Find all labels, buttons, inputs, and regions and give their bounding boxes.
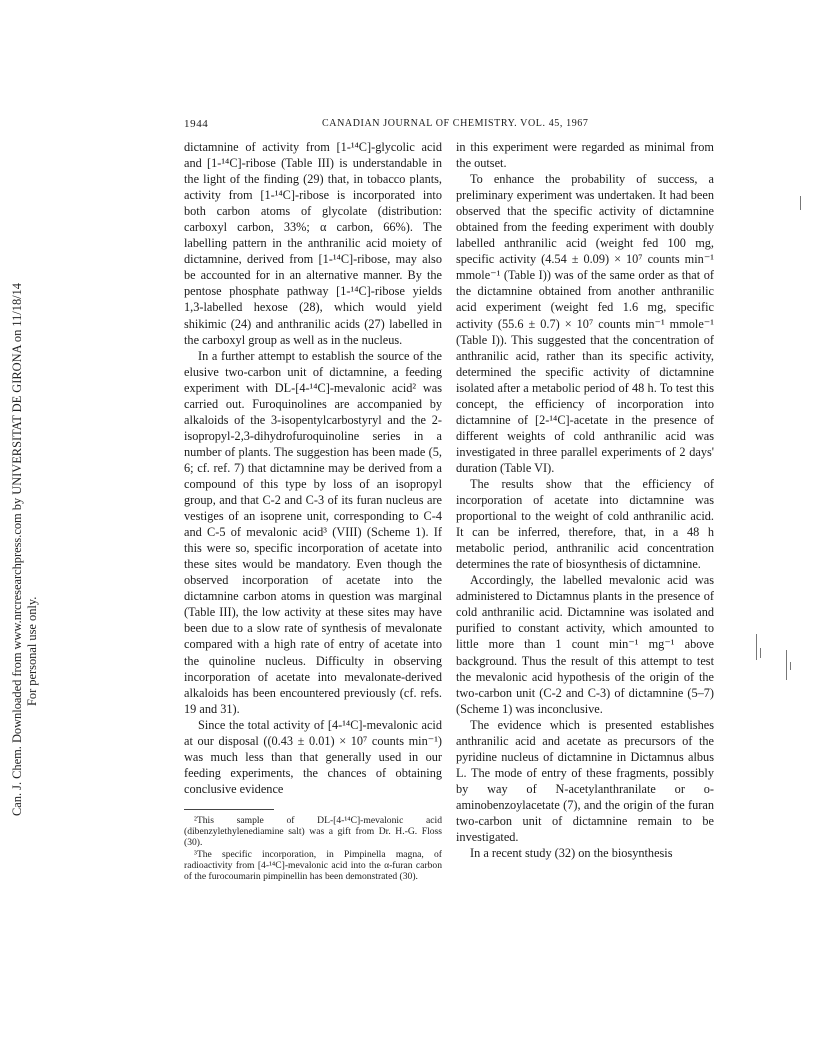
right-column: [456, 139, 714, 861]
running-title: CANADIAN JOURNAL OF CHEMISTRY. VOL. 45, 1967: [322, 118, 589, 129]
paragraph: The results show that the efficiency of incorporation of acetate into dictamnine was proportional to the weight of cold anthranilic acid. It can be inferred, therefore, that, in a 48 h metabolic period, anthranilic acid concentration determines the rate of biosynthesis of dictamnine.: [456, 476, 714, 572]
footnote: ²This sample of DL-[4-¹⁴C]-mevalonic acid (dibenzylethylenediamine salt) was a gift from Dr. H.-G. Floss (30).: [184, 814, 442, 849]
scan-mark: [790, 662, 791, 670]
scan-mark: [760, 648, 761, 658]
page-number: 1944: [184, 118, 209, 130]
scan-mark: [786, 650, 787, 680]
footnote: ³The specific incorporation, in Pimpinella magna, of radioactivity from [4-¹⁴C]-mevalonic acid into the α-furan carbon of the furocoumarin pimpinellin has been demonstrated (30).: [184, 848, 442, 882]
download-watermark: [10, 108, 42, 816]
paragraph: in this experiment were regarded as minimal from the outset.: [456, 140, 714, 171]
paragraph: Accordingly, the labelled mevalonic acid was administered to Dictamnus plants in the presence of cold anthranilic acid. Dictamnine was isolated and purified to constant activity, which amounted to little more than 1 count min⁻¹ mg⁻¹ above background. Thus the result of this attempt to test the mevalonic acid hypothesis of the origin of the two-carbon unit (C-2 and C-3) of dictamnine (5–7) (Scheme 1) was inconclusive.: [456, 573, 714, 716]
paragraph: To enhance the probability of success, a preliminary experiment was undertaken. It had been observed that the specific activity of dictamnine obtained from the feeding experiment with doubly labelled anthranilic acid (weight fed 100 mg, specific activity (4.54 ± 0.09) × 10⁷ counts min⁻¹ mmole⁻¹ (Table I)) was of the same order as that of the dictamnine obtained from another anthranilic acid experiment (weight fed 1.6 mg, specific activity (55.6 ± 0.7) × 10⁷ counts min⁻¹ mmole⁻¹ (Table I)). This suggested that the concentration of anthranilic acid, rather than its specific activity, determined the specific activity of dictamnine isolated after a metabolic period of 48 h. To test this concept, the efficiency of incorporation into dictamnine of [2-¹⁴C]-acetate in the presence of different weights of cold anthranilic acid was investigated in three parallel experiments of 2 days' duration (Table VI).: [456, 172, 714, 475]
scan-mark: [800, 196, 801, 210]
download-notice: Can. J. Chem. Downloaded from www.nrcresearchpress.com by UNIVERSITAT DE GIRONA on 11/18/14: [10, 283, 24, 816]
running-header: [184, 118, 714, 134]
left-column: [184, 139, 442, 882]
footnote-rule: [184, 809, 274, 810]
scan-mark: [756, 634, 757, 660]
paragraph: The evidence which is presented establishes anthranilic acid and acetate as precursors of the pyridine nucleus of dictamnine in Dictamnus albus L. The mode of entry of these fragments, possibly by way of N-acetylanthranilate or o-aminobenzoylacetate (7), and the origin of the furan two-carbon unit of dictamnine remain to be investigated.: [456, 717, 714, 845]
paragraph: Since the total activity of [4-¹⁴C]-mevalonic acid at our disposal ((0.43 ± 0.01) × 10⁷ counts min⁻¹) was much less than that generally used in our feeding experiments, the chances of obtaining conclusive evidence: [184, 717, 442, 796]
paragraph: In a further attempt to establish the source of the elusive two-carbon unit of dictamnine, a feeding experiment with DL-[4-¹⁴C]-mevalonic acid² was carried out. Furoquinolines are accompanied by alkaloids of the 3-isopentylcarbostyryl and the 2-isopropyl-2,3-dihydrofuroquinoline series in a number of plants. The suggestion has been made (5, 6; cf. ref. 7) that dictamnine may be derived from a compound of this type by loss of an isopropyl group, and that C-2 and C-3 of its furan nucleus are vestiges of an isoprene unit, corresponding to C-4 and C-5 of mevalonic acid³ (VIII) (Scheme 1). If this were so, specific incorporation of acetate into these sites would be mandatory. Even though the observed incorporation of acetate into the dictamnine carbon atoms in question was marginal (Table III), the low activity at these sites may have been due to a slow rate of synthesis of mevalonate compared with a high rate of entry of acetate into the quinoline nucleus. Difficulty in observing incorporation of acetate into mevalonate-derived alkaloids has been encountered previously (cf. refs. 19 and 31).: [184, 348, 442, 716]
personal-use-notice: For personal use only.: [25, 596, 39, 706]
paragraph: dictamnine of activity from [1-¹⁴C]-glycolic acid and [1-¹⁴C]-ribose (Table III) is understandable in the light of the finding (29) that, in tobacco plants, activity from [1-¹⁴C]-ribose is incorporated into both carbon atoms of glycolate (distribution: carboxyl carbon, 33%; α carbon, 66%). The labelling pattern in the anthranilic acid moiety of dictamnine, derived from [1-¹⁴C]-ribose, may also be accounted for in an alternative manner. By the pentose phosphate pathway [1-¹⁴C]-ribose yields 1,3-labelled hexose (28), which would yield shikimic (24) and anthranilic acids (27) labelled in the carboxyl group as well as in the nucleus.: [184, 140, 442, 347]
paragraph: In a recent study (32) on the biosynthesis: [470, 846, 673, 861]
